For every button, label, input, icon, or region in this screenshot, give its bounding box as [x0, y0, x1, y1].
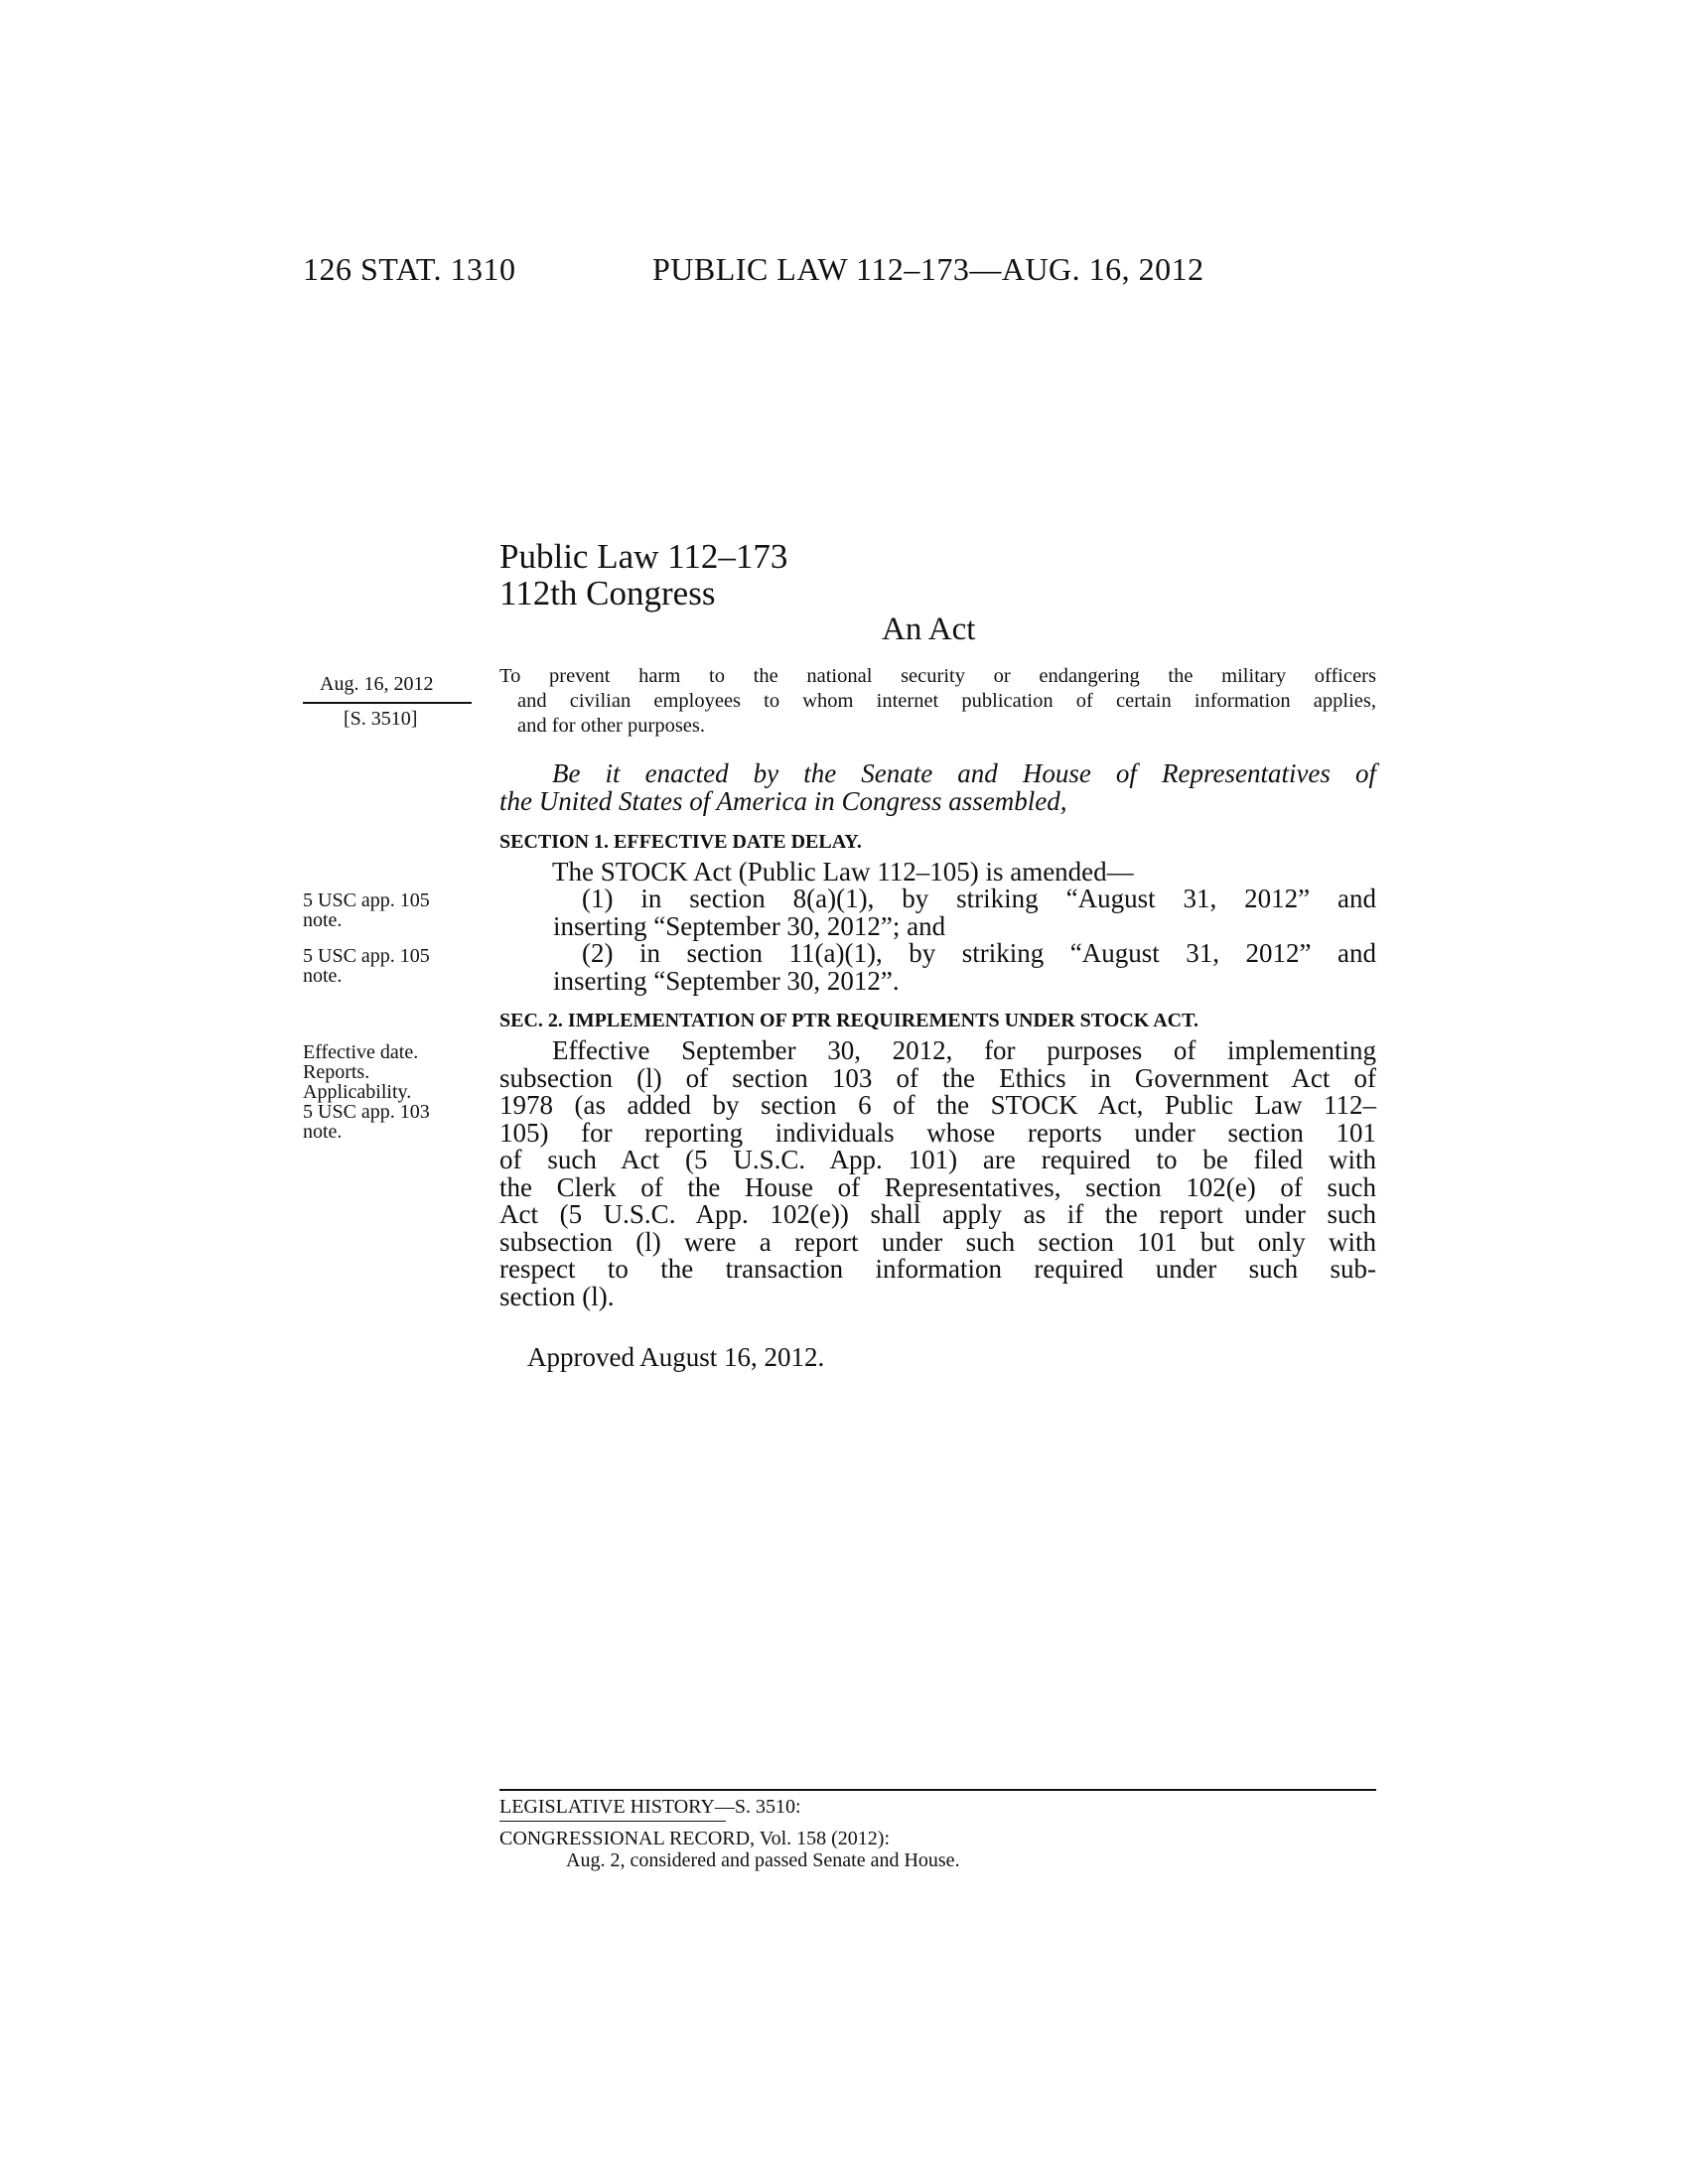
section2-line: section (l). [499, 1281, 615, 1311]
section2-line: the Clerk of the House of Representatives, section 102(e) of such [499, 1171, 1376, 1202]
running-title: PUBLIC LAW 112–173—AUG. 16, 2012 [652, 251, 1204, 287]
section2-line: respect to the transaction information required under such sub- [499, 1254, 1376, 1284]
margin-bill-number: [S. 3510] [344, 708, 418, 730]
section2-line: of such Act (5 U.S.C. App. 101) are required to be filed with [499, 1145, 1376, 1174]
law-title: Public Law 112–173 [499, 537, 788, 576]
approved-date: Approved August 16, 2012. [527, 1342, 825, 1372]
margin-divider [303, 702, 472, 704]
section2-line: 1978 (as added by section 6 of the STOCK Act, Public Law 112– [499, 1090, 1376, 1120]
item-line: (1) in section 8(a)(1), by striking “August 31, 2012” and [582, 884, 1376, 913]
section1-heading: SECTION 1. EFFECTIVE DATE DELAY. [499, 831, 862, 853]
enacting-line: Be it enacted by the Senate and House of Representatives of [552, 758, 1376, 788]
congress-label: 112th Congress [499, 574, 716, 613]
section1-intro: The STOCK Act (Public Law 112–105) is amended— [552, 857, 1134, 887]
section2-line: 105) for reporting individuals whose reports under section 101 [499, 1117, 1376, 1148]
section2-line: subsection (l) were a report under such section 101 but only with [499, 1226, 1376, 1257]
enacting-clause [499, 759, 1376, 815]
margin-date: Aug. 16, 2012 [320, 673, 434, 695]
margin-note-usc-1 [303, 890, 430, 930]
note-line: 5 USC app. 103 [303, 1101, 430, 1123]
purpose-line: and civilian employees to whom internet publication of certain information applies, [517, 690, 1376, 712]
legislative-history-heading: LEGISLATIVE HISTORY—S. 3510: [499, 1796, 801, 1818]
congressional-record: CONGRESSIONAL RECORD, Vol. 158 (2012): [499, 1828, 890, 1849]
item-line: (2) in section 11(a)(1), by striking “August 31, 2012” and [582, 938, 1376, 968]
section1-item-1 [553, 886, 1376, 995]
note-line: 5 USC app. 105 [303, 945, 430, 967]
note-line: Effective date. [303, 1041, 419, 1063]
note-line: Applicability. [303, 1081, 412, 1103]
section2-line: subsection (l) of section 103 of the Ethics in Government Act of [499, 1062, 1376, 1093]
margin-note-section2 [303, 1042, 430, 1142]
enacting-line: the United States of America in Congress assembled, [499, 786, 1067, 816]
note-line: 5 USC app. 105 [303, 889, 430, 911]
stat-page-number: 126 STAT. 1310 [303, 251, 516, 287]
history-entry: Aug. 2, considered and passed Senate and House. [566, 1849, 960, 1871]
item-line: inserting “September 30, 2012”. [553, 965, 900, 996]
note-line: Reports. [303, 1061, 370, 1083]
section2-heading: SEC. 2. IMPLEMENTATION OF PTR REQUIREMENTS UNDER STOCK ACT. [499, 1010, 1198, 1031]
note-line: note. [303, 965, 343, 987]
note-line: note. [303, 1121, 343, 1143]
section2-line: Effective September 30, 2012, for purposes of implementing [552, 1035, 1376, 1065]
section2-line: Act (5 U.S.C. App. 102(e)) shall apply as if the report under such [499, 1199, 1376, 1229]
legislative-history-underline [499, 1821, 726, 1822]
margin-note-usc-2 [303, 946, 430, 986]
item-line: inserting “September 30, 2012”; and [553, 910, 946, 941]
act-label: An Act [882, 612, 976, 647]
footer-rule [499, 1789, 1376, 1791]
purpose-line: and for other purposes. [517, 715, 706, 737]
note-line: note. [303, 909, 343, 931]
purpose-text [499, 664, 1376, 739]
purpose-line: To prevent harm to the national security or endangering the military officers [499, 665, 1376, 687]
section2-text [499, 1037, 1376, 1310]
